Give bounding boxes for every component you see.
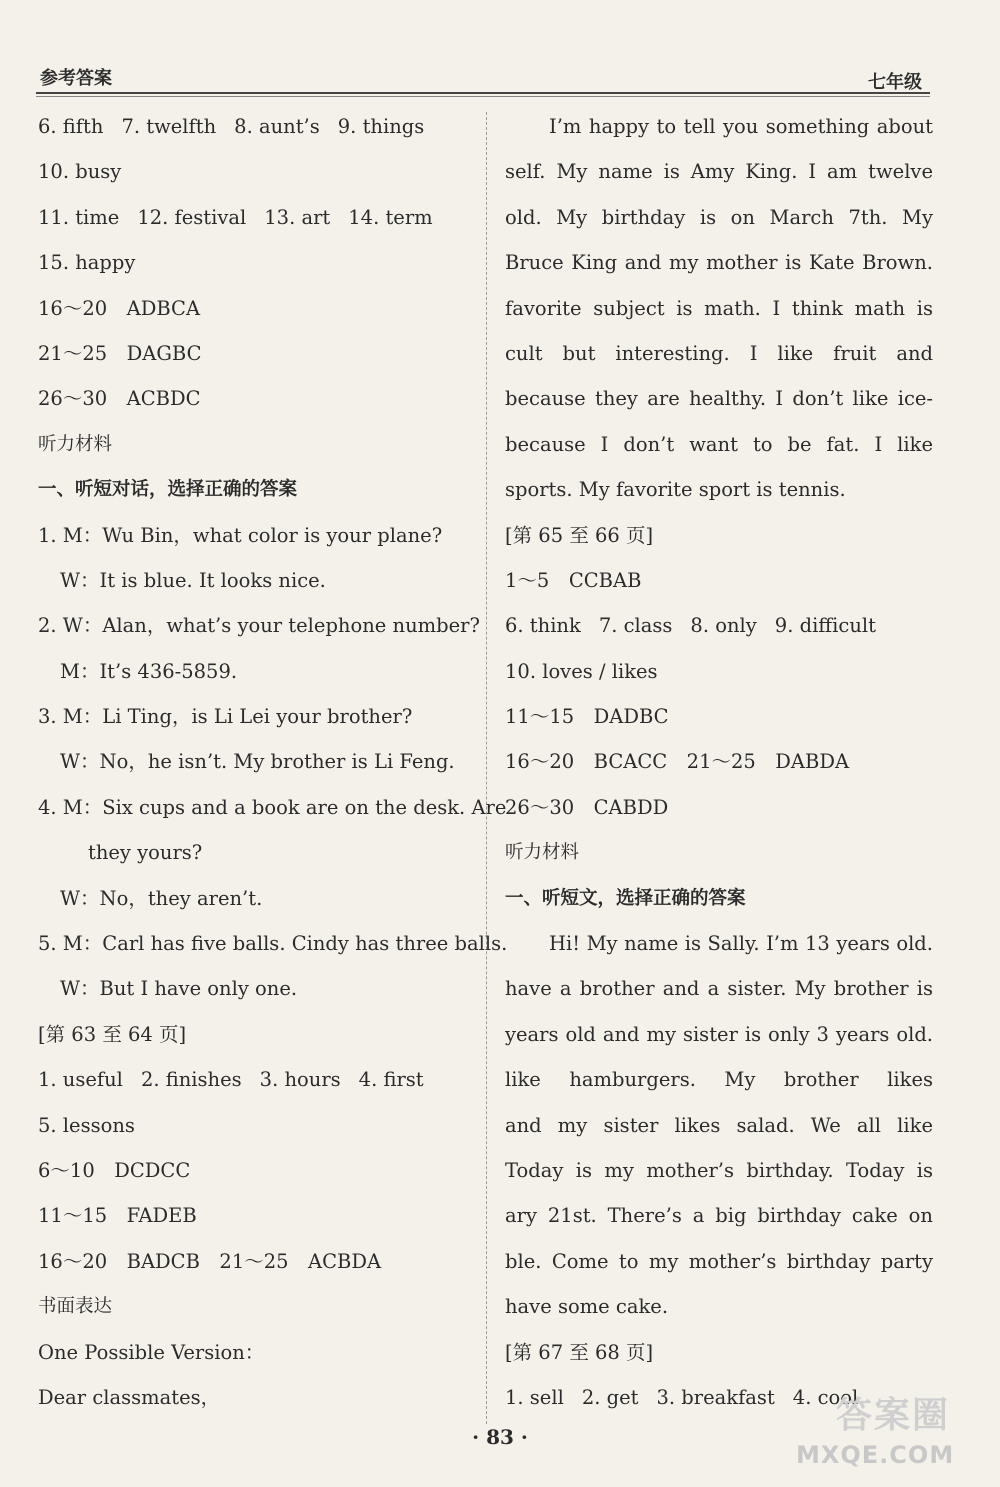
answer-item: 13. art — [264, 205, 331, 229]
answer-item: 8. aunt’s — [234, 115, 320, 138]
answer-item: 4. first — [358, 1068, 424, 1092]
paragraph-line: I’m happy to tell you something about — [549, 115, 933, 138]
watermark-text: 答案圈 — [836, 1395, 951, 1436]
text-line: 6～10 DCDCC — [38, 1158, 191, 1182]
answer-item: 14. term — [348, 205, 433, 229]
text-line: 16～20 BADCB 21～25 ACBDA — [38, 1249, 382, 1273]
paragraph-line: Today is my mother’s birthday. Today is — [505, 1158, 933, 1182]
text-line: 1～5 CCBAB — [505, 568, 642, 592]
answer-item: 1. useful — [38, 1068, 123, 1092]
text-line: 2. W：Alan，what’s your telephone number? — [38, 614, 480, 638]
column-divider — [486, 112, 487, 1424]
text-line: One Possible Version： — [38, 1340, 265, 1364]
header-rule-thin — [36, 96, 930, 97]
header-title: 参考答案 — [40, 68, 112, 89]
answer-item: 9. things — [337, 115, 425, 138]
section-heading: 听力材料 — [38, 433, 113, 455]
dialogue-line: W：No，they aren’t. — [60, 886, 263, 910]
answer-item: 2. finishes — [140, 1068, 242, 1092]
text-line: 5. M：Carl has five balls. Cindy has three balls. — [38, 932, 508, 956]
paragraph-line: because they are healthy. I don’t like ice- — [505, 387, 933, 411]
paragraph-line: Hi! My name is Sally. I’m 13 years old. — [549, 932, 933, 956]
dialogue-line: W：But I have only one. — [60, 977, 298, 1001]
paragraph-line: years old and my sister is only 3 years old. — [505, 1022, 933, 1046]
text-line: 15. happy — [38, 251, 136, 275]
header-grade: 七年级 — [868, 72, 922, 93]
answer-item: 7. class — [598, 614, 673, 638]
text-line: [第 65 至 66 页] — [505, 523, 654, 547]
paragraph-line: old. My birthday is on March 7th. My — [505, 205, 933, 229]
paragraph-line: and my sister likes salad. We all like — [505, 1113, 933, 1137]
section-heading: 听力材料 — [505, 842, 580, 864]
answer-item: 6. fifth — [38, 115, 104, 138]
text-line: 21～25 DAGBC — [38, 341, 202, 365]
answer-line — [38, 195, 470, 240]
answer-item: 11. time — [38, 205, 120, 229]
paragraph-line: favorite subject is math. I think math is — [505, 296, 933, 320]
answer-item: 3. hours — [259, 1068, 341, 1092]
answer-line — [38, 1057, 470, 1102]
answer-line — [505, 603, 933, 648]
text-line: [第 67 至 68 页] — [505, 1340, 654, 1364]
answer-item: 1. sell — [505, 1385, 564, 1409]
header-rule — [36, 92, 930, 94]
text-line: [第 63 至 64 页] — [38, 1022, 187, 1046]
text-line: have some cake. — [505, 1295, 669, 1319]
section-heading: 一、听短文，选择正确的答案 — [505, 887, 746, 909]
answer-item: 3. breakfast — [656, 1385, 775, 1409]
paragraph-line: self. My name is Amy King. I am twelve — [505, 160, 933, 184]
text-line: 3. M：Li Ting，is Li Lei your brother? — [38, 705, 413, 729]
dialogue-line: they yours? — [88, 841, 203, 865]
text-line: 11～15 DADBC — [505, 705, 669, 729]
section-heading: 一、听短对话，选择正确的答案 — [38, 479, 298, 501]
dialogue-line: M：It’s 436-5859. — [60, 659, 238, 683]
text-line: 4. M：Six cups and a book are on the desk. Are — [38, 795, 507, 819]
text-line: 1. M：Wu Bin，what color is your plane? — [38, 523, 443, 547]
answer-item: 12. festival — [137, 205, 247, 229]
answer-item: 9. difficult — [774, 614, 876, 638]
watermark-logo — [796, 1387, 986, 1469]
paragraph-line: like hamburgers. My brother likes — [505, 1068, 933, 1092]
dialogue-line: W：It is blue. It looks nice. — [60, 568, 326, 592]
text-line: 11～15 FADEB — [38, 1204, 197, 1228]
paragraph-line: ble. Come to my mother’s birthday party — [505, 1249, 933, 1273]
answer-item: 2. get — [581, 1385, 639, 1409]
paragraph-line: because I don’t want to be fat. I like — [505, 432, 933, 456]
answer-line — [38, 104, 470, 149]
text-line: 5. lessons — [38, 1113, 135, 1137]
text-line: Dear classmates， — [38, 1385, 221, 1409]
paragraph-line: Bruce King and my mother is Kate Brown. — [505, 251, 933, 275]
answer-item: 6. think — [505, 614, 581, 638]
dialogue-line: W：No，he isn’t. My brother is Li Feng. — [60, 750, 455, 774]
paragraph-line: have a brother and a sister. My brother is — [505, 977, 933, 1001]
section-heading: 书面表达 — [38, 1296, 113, 1318]
text-line: sports. My favorite sport is tennis. — [505, 478, 846, 502]
paragraph-line: ary 21st. There’s a big birthday cake on — [505, 1204, 933, 1228]
text-line: 10. loves / likes — [505, 659, 658, 683]
right-column — [505, 104, 933, 1420]
text-line: 16～20 BCACC 21～25 DABDA — [505, 750, 850, 774]
left-column — [38, 104, 508, 1420]
text-line: 10. busy — [38, 160, 122, 184]
text-line: 26～30 ACBDC — [38, 387, 201, 411]
answer-item: 4. cool — [792, 1385, 859, 1409]
watermark-url: MXQE.COM — [796, 1441, 955, 1469]
page-number: · 83 · — [472, 1425, 528, 1449]
answer-item: 8. only — [690, 614, 757, 638]
paragraph-line: cult but interesting. I like fruit and — [505, 341, 933, 365]
text-line: 26～30 CABDD — [505, 795, 669, 819]
text-line: 16～20 ADBCA — [38, 296, 201, 320]
answer-item: 7. twelfth — [121, 115, 217, 138]
